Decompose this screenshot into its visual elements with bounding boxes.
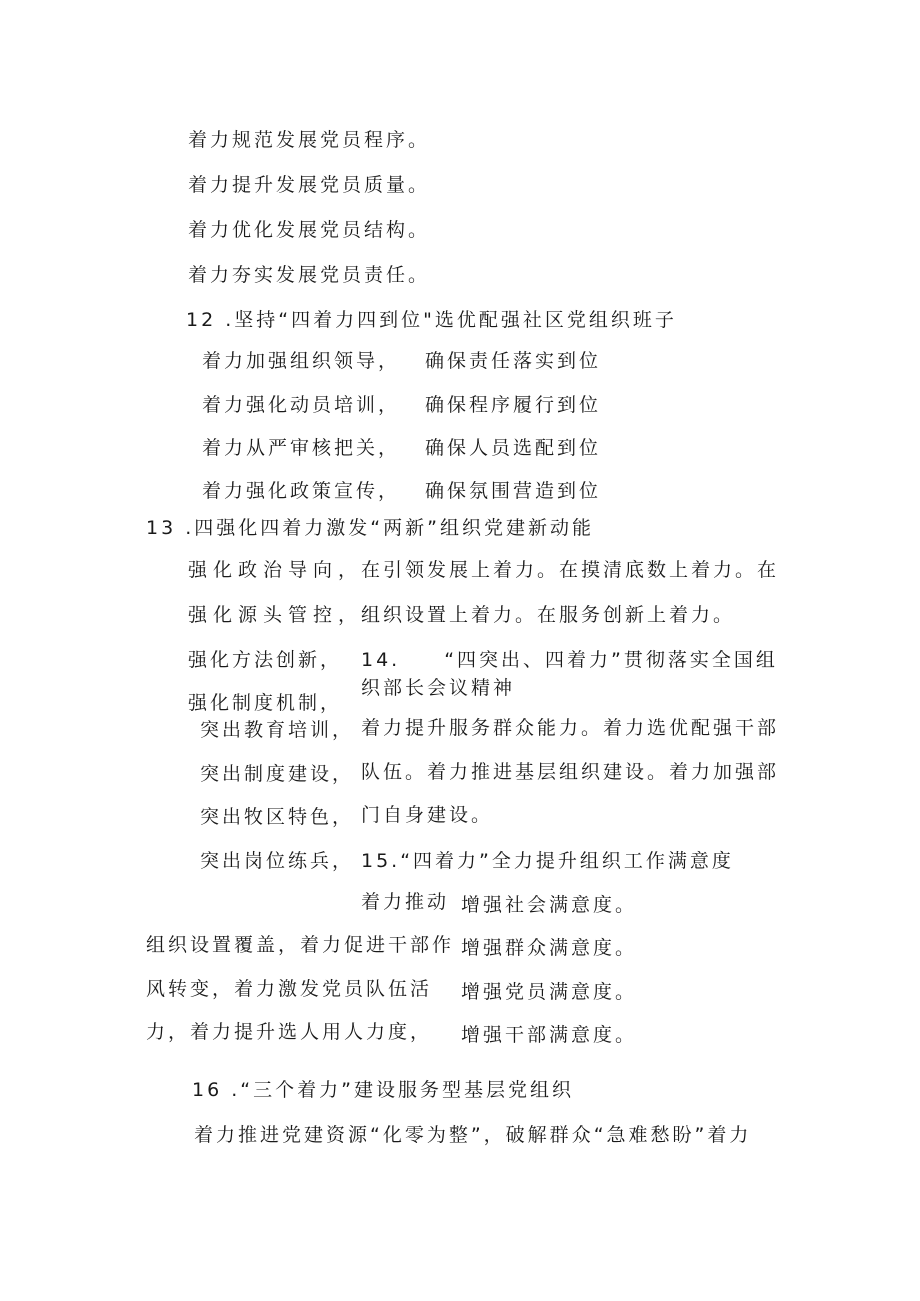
text-line: 突出岗位练兵， — [200, 850, 355, 872]
text-line: 着力规范发展党员程序。 — [188, 129, 431, 151]
text-line: 突出牧区特色， — [200, 806, 355, 828]
text-line: 着力强化政策宣传， — [202, 480, 401, 502]
text-line: 强化方法创新， — [188, 649, 343, 671]
text-line: 队伍。着力推进基层组织建设。着力加强部 — [361, 761, 780, 783]
text-line: 增强社会满意度。 — [461, 894, 638, 916]
text-line: 突出制度建设， — [200, 763, 355, 785]
text-line: 力，着力提升选人用人力度， — [146, 1021, 433, 1043]
text-line: 着力优化发展党员结构。 — [188, 219, 431, 241]
heading-14: 14. “四突出、四着力”贯彻落实全国组 — [361, 649, 778, 671]
text-line: 风转变，着力激发党员队伍活 — [146, 978, 433, 1000]
text-line: 强化政治导向， — [188, 559, 364, 581]
heading-14-cont: 织部长会议精神 — [361, 677, 516, 699]
text-line: 着力提升发展党员质量。 — [188, 174, 431, 196]
text-line: 突出教育培训， — [200, 719, 355, 741]
text-line: 强化源头管控， — [188, 604, 364, 626]
heading-15: 15.“四着力”全力提升组织工作满意度 — [361, 850, 734, 872]
text-line: 组织设置上着力。在服务创新上着力。 — [361, 604, 736, 626]
text-line: 着力提升服务群众能力。着力选优配强干部 — [361, 717, 780, 739]
text-line: 着力加强组织领导， — [202, 350, 401, 372]
text-line: 增强群众满意度。 — [461, 937, 638, 959]
text-line: 确保氛围营造到位 — [425, 480, 602, 502]
heading-13: 13 .四强化四着力激发“两新”组织党建新动能 — [146, 517, 594, 539]
heading-12: 12 .坚持“四着力四到位"选优配强社区党组织班子 — [186, 309, 677, 331]
text-line: 着力强化动员培训， — [202, 394, 401, 416]
text-line: 组织设置覆盖，着力促进干部作 — [146, 934, 455, 956]
text-line: 确保责任落实到位 — [425, 350, 602, 372]
text-line: 门自身建设。 — [361, 804, 494, 826]
text-line: 确保人员选配到位 — [425, 437, 602, 459]
text-line: 着力夯实发展党员责任。 — [188, 264, 431, 286]
text-line: 确保程序履行到位 — [425, 394, 602, 416]
text-line: 着力推动 — [361, 891, 450, 913]
text-line: 强化制度机制， — [188, 692, 343, 714]
text-line: 着力推进党建资源“化零为整”，破解群众“急难愁盼”着力 — [194, 1124, 752, 1146]
text-line: 着力从严审核把关， — [202, 437, 401, 459]
text-line: 增强干部满意度。 — [461, 1024, 638, 1046]
text-line: 在引领发展上着力。在摸清底数上着力。在 — [361, 559, 780, 581]
heading-16: 16 .“三个着力”建设服务型基层党组织 — [192, 1079, 574, 1101]
text-line: 增强党员满意度。 — [461, 981, 638, 1003]
